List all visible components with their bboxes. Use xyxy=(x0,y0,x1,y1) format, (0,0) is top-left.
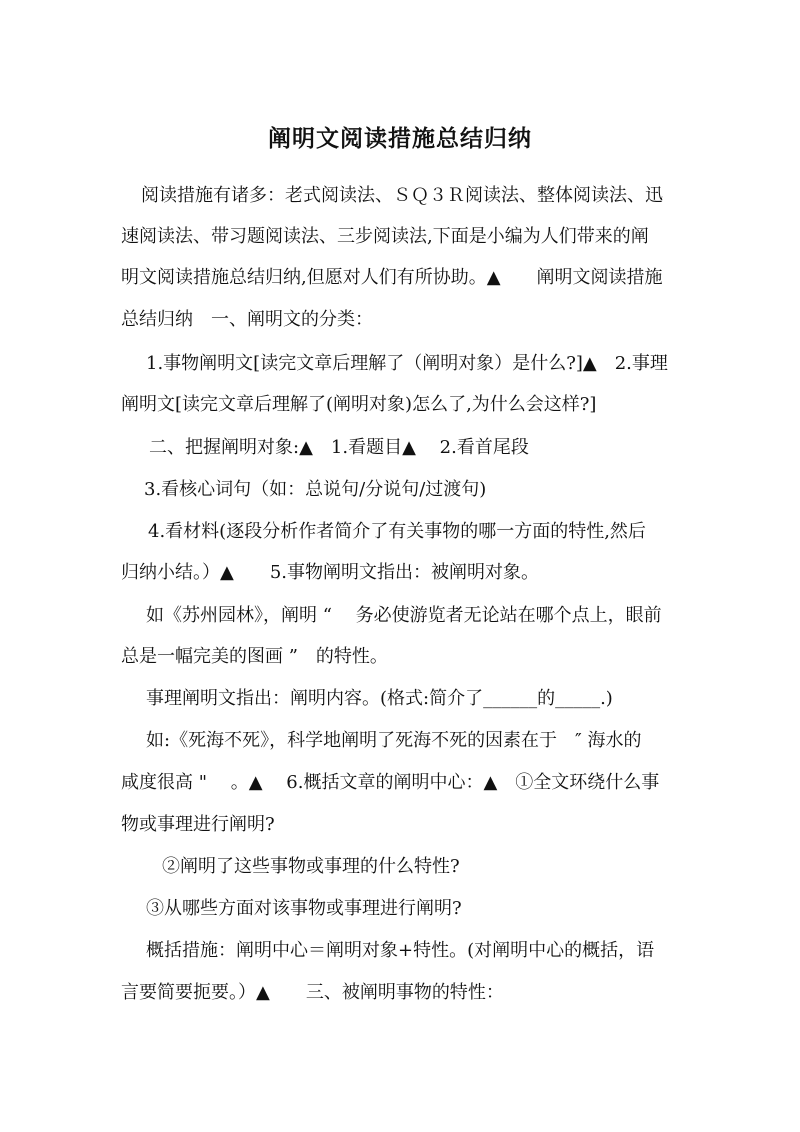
paragraph-line: ②阐明了这些事物或事理的什么特性? xyxy=(162,856,460,877)
paragraph-line: 归纳小结。）▲ 5.事物阐明文指出：被阐明对象。 xyxy=(121,562,540,583)
paragraph-line: 总结归纳 一、阐明文的分类： xyxy=(121,309,373,330)
paragraph-line: 物或事理进行阐明? xyxy=(121,814,275,835)
paragraph-line: 阐明文[读完文章后理解了(阐明对象)怎么了,为什么会这样?] xyxy=(121,394,597,415)
paragraph-line: 速阅读法、带习题阅读法、三步阅读法,下面是小编为人们带来的阐 xyxy=(121,226,649,247)
paragraph-line: 3.看核心词句（如：总说句/分说句/过渡句) xyxy=(144,479,487,500)
paragraph-line: 事理阐明文指出：阐明内容。(格式:简介了______的_____.) xyxy=(146,688,613,709)
paragraph-line: 1.事物阐明文[读完文章后理解了（阐明对象）是什么?]▲ 2.事理 xyxy=(146,353,668,374)
paragraph-line: 如《苏州园林》，阐明 “ 务必使游览者无论站在哪个点上，眼前 xyxy=(146,605,662,626)
paragraph-line: 4.看材料(逐段分析作者简介了有关事物的哪一方面的特性,然后 xyxy=(148,521,646,542)
paragraph-line: 如:《死海不死》，科学地阐明了死海不死的因素在于 ″ 海水的 xyxy=(146,730,642,751)
paragraph-line: 咸度很高 " 。▲ 6.概括文章的阐明中心：▲ ①全文环绕什么事 xyxy=(121,772,660,793)
paragraph-line: 言要简要扼要。）▲ 三、被阐明事物的特性： xyxy=(121,982,504,1003)
paragraph-line: 概括措施：阐明中心＝阐明对象+特性。(对阐明中心的概括，语 xyxy=(146,940,655,961)
paragraph-line: 明文阅读措施总结归纳,但愿对人们有所协助。▲ 阐明文阅读措施 xyxy=(121,267,663,288)
paragraph-line: 二、把握阐明对象:▲ 1.看题目▲ 2.看首尾段 xyxy=(149,437,529,458)
paragraph-line: 总是一幅完美的图画 ” 的特性。 xyxy=(121,646,388,667)
paragraph-line: 阅读措施有诸多：老式阅读法、ＳＱ３Ｒ阅读法、整体阅读法、迅 xyxy=(141,185,663,206)
document-title: 阐明文阅读措施总结归纳 xyxy=(268,125,532,152)
paragraph-line: ③从哪些方面对该事物或事理进行阐明? xyxy=(146,898,462,919)
